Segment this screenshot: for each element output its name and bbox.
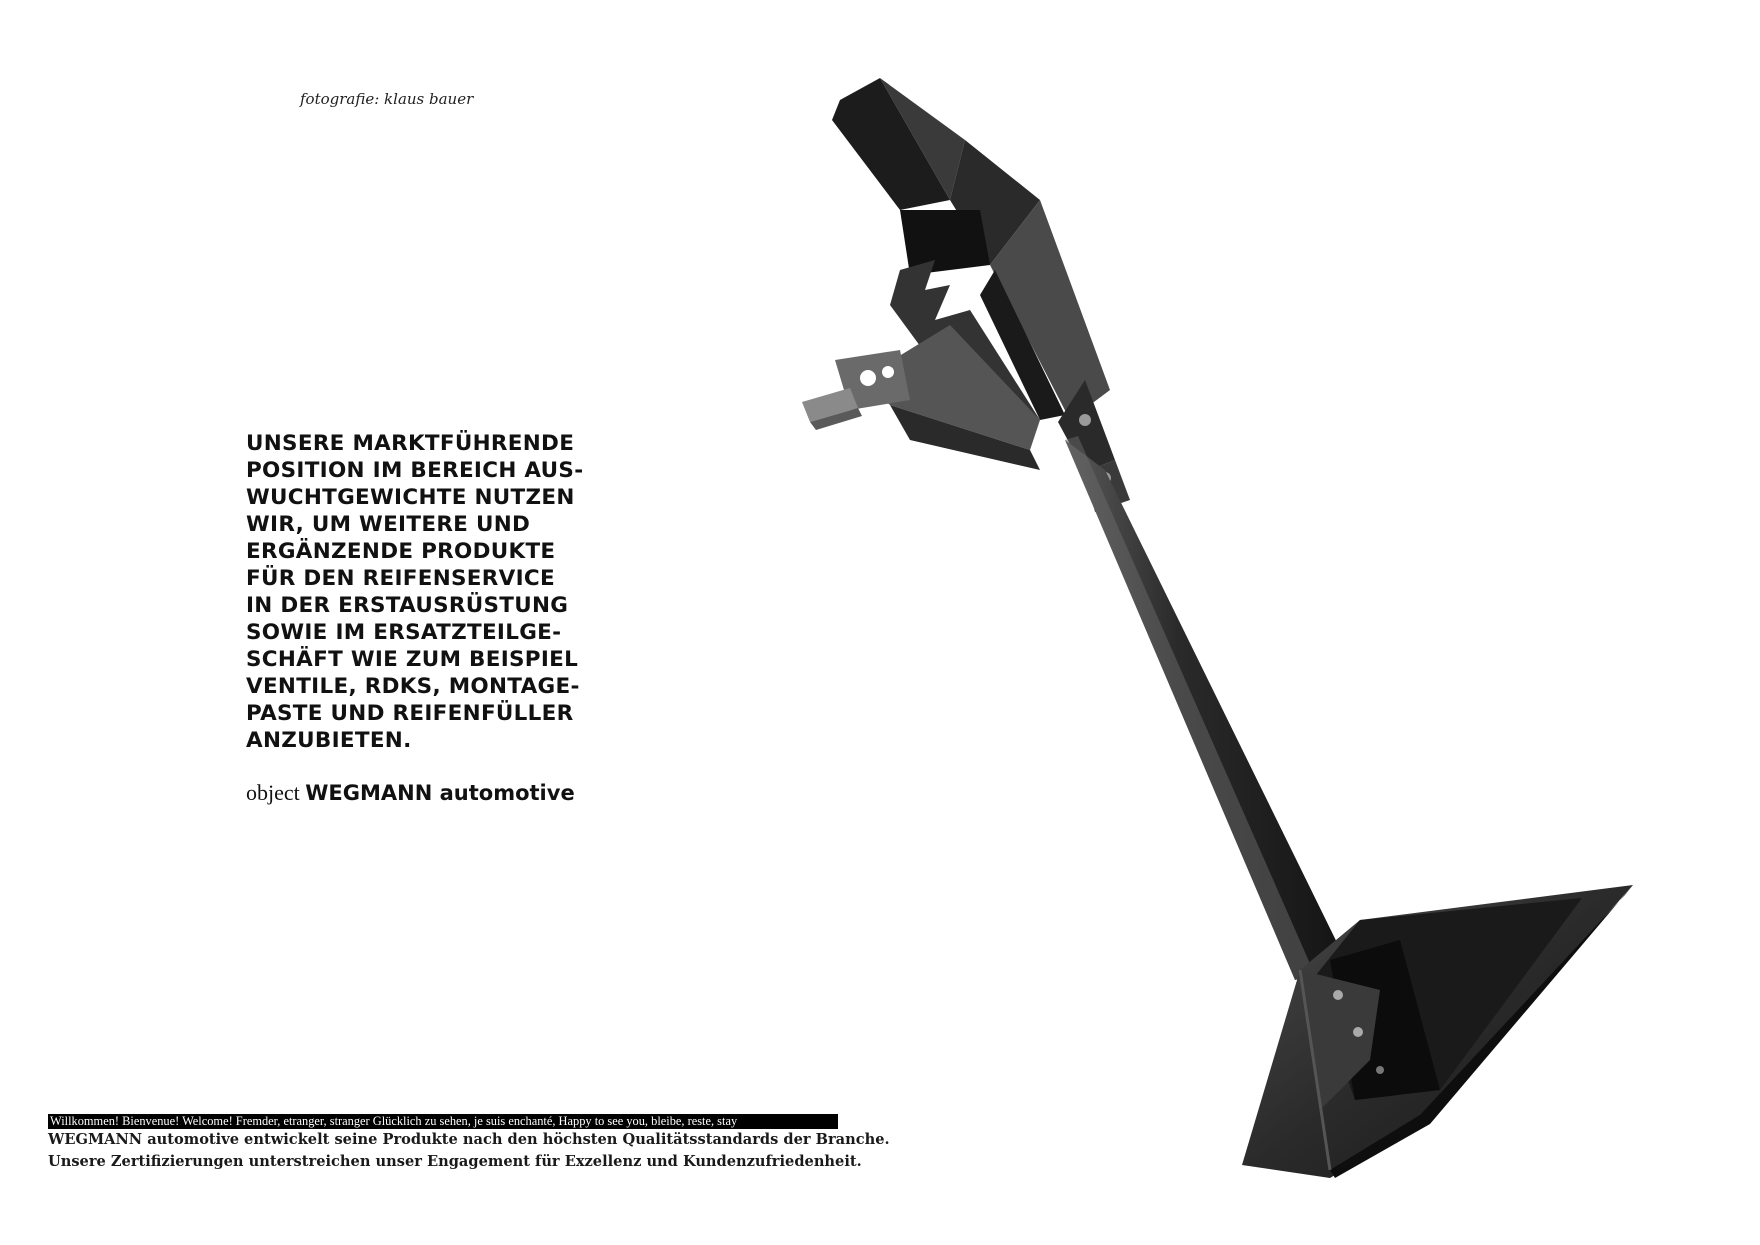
welcome-bar: Willkommen! Bienvenue! Welcome! Fremder, etranger, stranger Glücklich zu sehen, je suis enchanté, Happy to see you, bleibe, reste, stay <box>48 1114 838 1129</box>
headline-line: IN DER ERSTAUSRÜSTUNG <box>246 593 569 618</box>
headline-line: ANZUBIETEN. <box>246 728 412 753</box>
footer-line-certification: Unsere Zertifizierungen unterstreichen unser Engagement für Exzellenz und Kundenzufriedenheit. <box>48 1153 862 1170</box>
support-pole <box>1065 436 1348 980</box>
mount-bracket <box>802 78 1110 470</box>
headline-line: UNSERE MARKTFÜHRENDE <box>246 431 575 456</box>
object-caption <box>246 780 575 806</box>
headline-line: WUCHTGEWICHTE NUTZEN <box>246 485 575 510</box>
headline-line: FÜR DEN REIFENSERVICE <box>246 566 555 591</box>
headline-line: VENTILE, RDKS, MONTAGE- <box>246 674 580 699</box>
headline-line: POSITION IM BEREICH AUS- <box>246 458 584 483</box>
footer-line-quality: WEGMANN automotive entwickelt seine Produkte nach den höchsten Qualitätsstandards der Branche. <box>48 1131 890 1148</box>
footer-block <box>48 1114 890 1173</box>
headline-line: PASTE UND REIFENFÜLLER <box>246 701 574 726</box>
headline-line: SOWIE IM ERSATZTEILGE- <box>246 620 562 645</box>
headline-line: WIR, UM WEITERE UND <box>246 512 531 537</box>
product-photo <box>740 60 1680 1190</box>
headline-line: SCHÄFT WIE ZUM BEISPIEL <box>246 647 579 672</box>
object-brand: WEGMANN automotive <box>305 781 575 805</box>
headline-line: ERGÄNZENDE PRODUKTE <box>246 539 556 564</box>
photo-credit: fotografie: klaus bauer <box>300 90 474 108</box>
object-prefix: object <box>246 780 300 805</box>
headline <box>246 430 626 754</box>
